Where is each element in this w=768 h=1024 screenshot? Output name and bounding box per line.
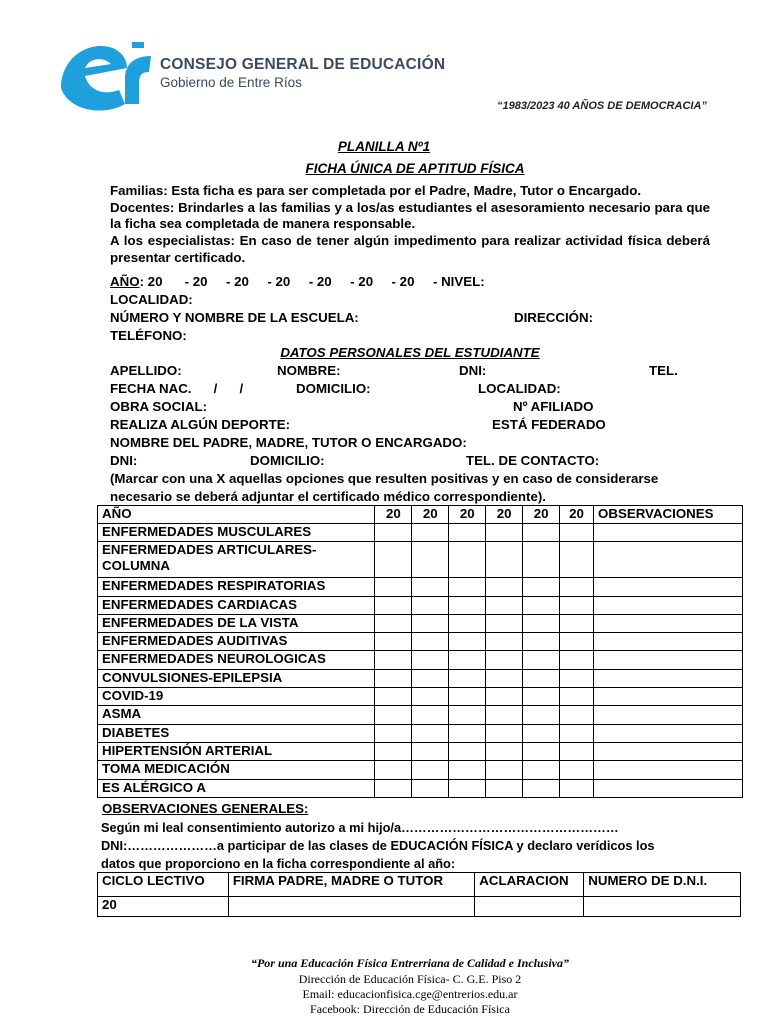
- health-condition-label: ENFERMEDADES MUSCULARES: [98, 524, 375, 542]
- health-check-cell[interactable]: [523, 578, 560, 596]
- sig-header-aclaracion: ACLARACION: [475, 873, 584, 897]
- instructions-line2: necesario se deberá adjuntar el certificado médico correspondiente).: [110, 489, 546, 504]
- health-check-cell[interactable]: [560, 524, 594, 542]
- health-check-cell[interactable]: [523, 596, 560, 614]
- health-condition-label: ENFERMEDADES CARDIACAS: [98, 596, 375, 614]
- apellido-label: APELLIDO:: [110, 363, 182, 378]
- domicilio-label: DOMICILIO:: [296, 381, 371, 396]
- anio-line: [110, 274, 485, 289]
- consent-line3: datos que proporciono en la ficha correspondiente al año:: [101, 856, 456, 871]
- afiliado-label: Nº AFILIADO: [513, 399, 594, 414]
- health-row: [98, 578, 743, 596]
- health-row: [98, 724, 743, 742]
- health-condition-label: TOMA MEDICACIÓN: [98, 761, 375, 779]
- fecha-nac-label: FECHA NAC. / /: [110, 381, 244, 396]
- health-check-cell[interactable]: [412, 524, 449, 542]
- health-check-cell[interactable]: [486, 596, 523, 614]
- intro-familias: Familias: Esta ficha es para ser completada por el Padre, Madre, Tutor o Encargado.: [110, 183, 642, 198]
- health-condition-label: ENFERMEDADES ARTICULARES-COLUMNA: [98, 542, 375, 578]
- health-check-cell[interactable]: [486, 614, 523, 632]
- health-check-cell[interactable]: [375, 596, 412, 614]
- domicilio2-label: DOMICILIO:: [250, 453, 325, 468]
- health-check-cell[interactable]: [412, 724, 449, 742]
- health-check-cell[interactable]: [486, 706, 523, 724]
- health-observation-cell[interactable]: [594, 669, 743, 687]
- health-condition-label: ENFERMEDADES NEUROLOGICAS: [98, 651, 375, 669]
- health-check-cell[interactable]: [486, 524, 523, 542]
- health-check-cell[interactable]: [523, 724, 560, 742]
- health-check-cell[interactable]: [375, 669, 412, 687]
- health-check-cell[interactable]: [375, 779, 412, 797]
- health-check-cell[interactable]: [449, 524, 486, 542]
- health-observation-cell[interactable]: [594, 724, 743, 742]
- anio-label: AÑO: [110, 274, 140, 289]
- intro-text: [110, 183, 710, 267]
- health-check-cell[interactable]: [375, 724, 412, 742]
- sig-header-ciclo: CICLO LECTIVO: [98, 873, 229, 897]
- health-condition-label: COVID-19: [98, 688, 375, 706]
- sig-ciclo-value[interactable]: 20: [98, 897, 229, 917]
- health-observation-cell[interactable]: [594, 596, 743, 614]
- health-condition-label: CONVULSIONES-EPILEPSIA: [98, 669, 375, 687]
- health-check-cell[interactable]: [523, 542, 560, 578]
- health-condition-label: ASMA: [98, 706, 375, 724]
- footer-motto: “Por una Educación Física Entrerriana de Calidad e Inclusiva”: [250, 956, 570, 970]
- health-check-cell[interactable]: [449, 651, 486, 669]
- health-check-cell[interactable]: [523, 633, 560, 651]
- localidad-label: LOCALIDAD:: [478, 381, 561, 396]
- health-check-cell[interactable]: [523, 688, 560, 706]
- health-check-cell[interactable]: [486, 724, 523, 742]
- health-check-cell[interactable]: [523, 761, 560, 779]
- health-check-cell[interactable]: [412, 669, 449, 687]
- ficha-title: FICHA ÚNICA DE APTITUD FÍSICA: [305, 161, 525, 176]
- signature-table: [97, 872, 741, 917]
- obra-social-label: OBRA SOCIAL:: [110, 399, 208, 414]
- health-condition-label: ES ALÉRGICO A: [98, 779, 375, 797]
- health-check-cell[interactable]: [486, 688, 523, 706]
- health-check-cell[interactable]: [375, 742, 412, 760]
- org-name: CONSEJO GENERAL DE EDUCACIÓN: [160, 56, 446, 73]
- school-numero-nombre: NÚMERO Y NOMBRE DE LA ESCUELA:: [110, 310, 359, 325]
- health-check-cell[interactable]: [523, 651, 560, 669]
- consent-line2: DNI:…………………a participar de las clases de EDUCACIÓN FÍSICA y declaro verídicos los: [101, 838, 655, 853]
- health-condition-label: DIABETES: [98, 724, 375, 742]
- health-check-cell[interactable]: [375, 651, 412, 669]
- health-check-cell[interactable]: [412, 651, 449, 669]
- health-check-cell[interactable]: [412, 542, 449, 578]
- health-observation-cell[interactable]: [594, 614, 743, 632]
- org-subtitle: Gobierno de Entre Ríos: [160, 75, 302, 90]
- health-observation-cell[interactable]: [594, 633, 743, 651]
- health-check-cell[interactable]: [412, 779, 449, 797]
- health-check-cell[interactable]: [523, 706, 560, 724]
- health-check-cell[interactable]: [412, 688, 449, 706]
- health-row: [98, 761, 743, 779]
- health-check-cell[interactable]: [449, 688, 486, 706]
- health-row: [98, 524, 743, 542]
- health-check-cell[interactable]: [449, 633, 486, 651]
- health-condition-label: ENFERMEDADES AUDITIVAS: [98, 633, 375, 651]
- health-check-cell[interactable]: [523, 779, 560, 797]
- health-check-cell[interactable]: [449, 761, 486, 779]
- health-row: [98, 742, 743, 760]
- health-observation-cell[interactable]: [594, 688, 743, 706]
- sig-aclaracion-field[interactable]: [475, 897, 584, 917]
- nombre-label: NOMBRE:: [277, 363, 341, 378]
- health-check-cell[interactable]: [560, 651, 594, 669]
- school-direccion: DIRECCIÓN:: [514, 310, 594, 325]
- dni2-label: DNI:: [110, 453, 138, 468]
- health-check-cell[interactable]: [375, 761, 412, 779]
- health-check-cell[interactable]: [449, 578, 486, 596]
- health-row: [98, 706, 743, 724]
- health-check-cell[interactable]: [486, 742, 523, 760]
- health-check-cell[interactable]: [560, 633, 594, 651]
- federado-label: ESTÁ FEDERADO: [492, 417, 606, 432]
- health-check-cell[interactable]: [486, 633, 523, 651]
- health-header-year: 20: [523, 506, 560, 524]
- health-check-cell[interactable]: [449, 706, 486, 724]
- health-check-cell[interactable]: [412, 761, 449, 779]
- health-check-cell[interactable]: [560, 596, 594, 614]
- health-check-cell[interactable]: [560, 742, 594, 760]
- health-check-cell[interactable]: [412, 614, 449, 632]
- obs-generales-label: OBSERVACIONES GENERALES:: [102, 801, 309, 816]
- instructions-line1: (Marcar con una X aquellas opciones que resulten positivas y en caso de considerarse: [110, 471, 659, 486]
- health-check-cell[interactable]: [486, 761, 523, 779]
- health-check-cell[interactable]: [412, 633, 449, 651]
- health-table: [97, 505, 743, 798]
- health-check-cell[interactable]: [375, 688, 412, 706]
- deporte-label: REALIZA ALGÚN DEPORTE:: [110, 417, 290, 432]
- health-check-cell[interactable]: [375, 542, 412, 578]
- health-check-cell[interactable]: [560, 688, 594, 706]
- health-check-cell[interactable]: [486, 651, 523, 669]
- health-header-year: 20: [486, 506, 523, 524]
- health-check-cell[interactable]: [375, 578, 412, 596]
- tel-contacto-label: TEL. DE CONTACTO:: [466, 453, 600, 468]
- health-check-cell[interactable]: [412, 706, 449, 724]
- health-check-cell[interactable]: [375, 633, 412, 651]
- health-check-cell[interactable]: [449, 614, 486, 632]
- health-check-cell[interactable]: [449, 779, 486, 797]
- health-check-cell[interactable]: [412, 578, 449, 596]
- health-observation-cell[interactable]: [594, 542, 743, 578]
- health-header-year: 20: [560, 506, 594, 524]
- padre-label: NOMBRE DEL PADRE, MADRE, TUTOR O ENCARGADO:: [110, 435, 467, 450]
- health-header-observaciones: OBSERVACIONES: [594, 506, 743, 524]
- tel-label: TEL.: [649, 363, 678, 378]
- health-check-cell[interactable]: [412, 742, 449, 760]
- student-section-title: DATOS PERSONALES DEL ESTUDIANTE: [280, 345, 540, 360]
- health-check-cell[interactable]: [486, 578, 523, 596]
- health-check-cell[interactable]: [523, 742, 560, 760]
- health-row: [98, 669, 743, 687]
- health-header-year: 20: [412, 506, 449, 524]
- school-localidad: LOCALIDAD:: [110, 292, 193, 307]
- anio-values: : 20 - 20 - 20 - 20 - 20 - 20 - 20 - NIVEL:: [139, 274, 485, 289]
- intro-docentes: Docentes: Brindarles a las familias y a los/as estudiantes el asesoramiento necesario para que la ficha sea completada de manera responsable.: [110, 199, 710, 232]
- health-check-cell[interactable]: [523, 524, 560, 542]
- health-check-cell[interactable]: [560, 761, 594, 779]
- health-observation-cell[interactable]: [594, 761, 743, 779]
- health-check-cell[interactable]: [449, 742, 486, 760]
- health-check-cell[interactable]: [560, 724, 594, 742]
- health-check-cell[interactable]: [486, 669, 523, 687]
- health-check-cell[interactable]: [560, 669, 594, 687]
- health-observation-cell[interactable]: [594, 742, 743, 760]
- footer-direccion: Dirección de Educación Física- C. G.E. Piso 2: [298, 972, 522, 986]
- health-check-cell[interactable]: [560, 779, 594, 797]
- health-observation-cell[interactable]: [594, 706, 743, 724]
- health-check-cell[interactable]: [486, 542, 523, 578]
- health-check-cell[interactable]: [523, 669, 560, 687]
- health-check-cell[interactable]: [449, 724, 486, 742]
- school-telefono: TELÉFONO:: [110, 328, 187, 343]
- health-condition-label: ENFERMEDADES RESPIRATORIAS: [98, 578, 375, 596]
- health-check-cell[interactable]: [375, 524, 412, 542]
- health-row: [98, 779, 743, 797]
- sig-header-firma: FIRMA PADRE, MADRE O TUTOR: [228, 873, 474, 897]
- health-check-cell[interactable]: [523, 614, 560, 632]
- sig-firma-field[interactable]: [228, 897, 474, 917]
- sig-header-dni: NUMERO DE D.N.I.: [584, 873, 741, 897]
- health-observation-cell[interactable]: [594, 524, 743, 542]
- footer-facebook: Facebook: Dirección de Educación Física: [310, 1002, 510, 1016]
- health-observation-cell[interactable]: [594, 779, 743, 797]
- health-row: [98, 542, 743, 578]
- footer-email: Email: educacionfisica.cge@entrerios.edu.ar: [302, 987, 518, 1001]
- health-row: [98, 688, 743, 706]
- health-header-year: 20: [449, 506, 486, 524]
- health-check-cell[interactable]: [449, 596, 486, 614]
- dni-label: DNI:: [459, 363, 487, 378]
- health-check-cell[interactable]: [560, 542, 594, 578]
- health-observation-cell[interactable]: [594, 651, 743, 669]
- health-condition-label: HIPERTENSIÓN ARTERIAL: [98, 742, 375, 760]
- health-row: [98, 651, 743, 669]
- consent-line1: Según mi leal consentimiento autorizo a mi hijo/a……………………………………………: [101, 820, 619, 835]
- health-row: [98, 614, 743, 632]
- health-check-cell[interactable]: [560, 614, 594, 632]
- health-condition-label: ENFERMEDADES DE LA VISTA: [98, 614, 375, 632]
- planilla-title: PLANILLA Nº1: [337, 139, 431, 154]
- health-header-year: 20: [375, 506, 412, 524]
- health-check-cell[interactable]: [449, 542, 486, 578]
- health-check-cell[interactable]: [560, 706, 594, 724]
- health-observation-cell[interactable]: [594, 578, 743, 596]
- sig-dni-field[interactable]: [584, 897, 741, 917]
- health-check-cell[interactable]: [449, 669, 486, 687]
- health-row: [98, 633, 743, 651]
- header-motto: “1983/2023 40 AÑOS DE DEMOCRACIA”: [497, 100, 707, 112]
- intro-especialistas: A los especialistas: En caso de tener algún impedimento para realizar actividad física deberá presentar certificado.: [110, 233, 710, 265]
- health-header-anio: AÑO: [98, 506, 375, 524]
- health-check-cell[interactable]: [486, 779, 523, 797]
- health-check-cell[interactable]: [375, 614, 412, 632]
- health-check-cell[interactable]: [560, 578, 594, 596]
- health-row: [98, 596, 743, 614]
- health-check-cell[interactable]: [375, 706, 412, 724]
- health-check-cell[interactable]: [412, 596, 449, 614]
- cge-logo: [55, 38, 155, 118]
